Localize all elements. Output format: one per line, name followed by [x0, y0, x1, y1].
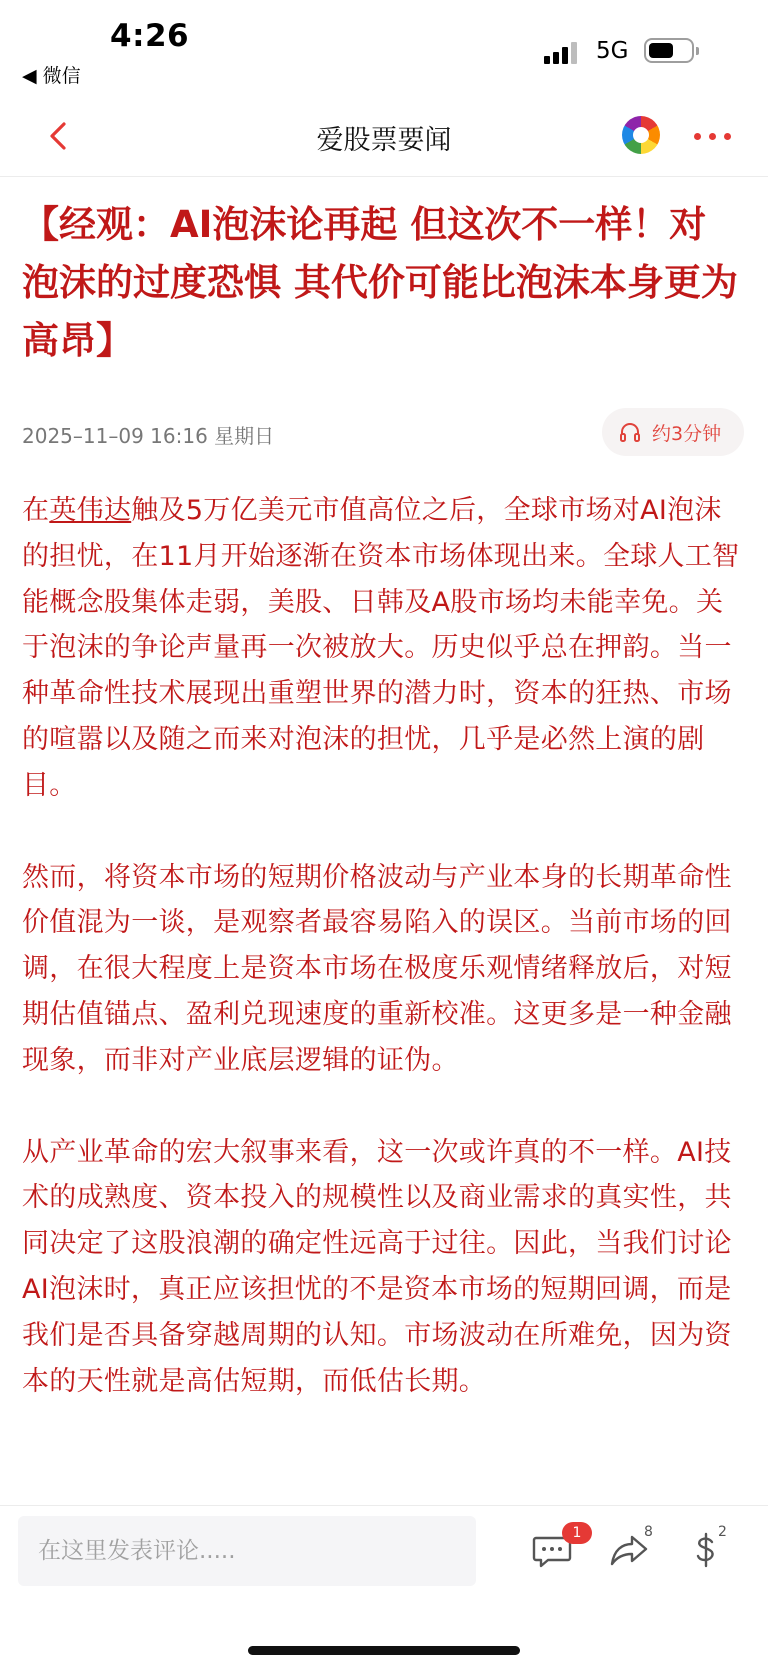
article-date: 2025–11–09 16:16 星期日	[22, 424, 275, 448]
network-type: 5G	[596, 38, 629, 64]
page-title: 爱股票要闻	[316, 125, 452, 156]
more-options-button[interactable]	[690, 122, 734, 152]
comment-input[interactable]	[18, 1516, 476, 1586]
stock-link-nvidia[interactable]: 英伟达	[49, 495, 132, 526]
share-count: 8	[644, 1524, 653, 1540]
listen-audio-button[interactable]	[602, 408, 744, 456]
nav-bar	[0, 100, 768, 177]
app-logo-icon[interactable]	[622, 116, 660, 154]
paragraph-1-prefix: 在	[22, 495, 50, 526]
bottom-action-bar	[0, 1505, 768, 1666]
tip-count: 2	[718, 1524, 727, 1540]
comment-count-badge: 1	[562, 1522, 592, 1544]
status-time: 4:26	[110, 18, 190, 54]
cellular-signal-icon	[544, 42, 584, 64]
paragraph-3: 从产业革命的宏大叙事来看，这一次或许真的不一样。AI技术的成熟度、资本投入的规模性以及商业需求的真实性，共同决定了这股浪潮的确定性远高于过往。因此，当我们讨论AI泡沫时，真正应该担忧的不是资本市场的短期回调，而是我们是否具备穿越周期的认知。市场波动在所难免，因为资本的天性就是高估短期，而低估长期。	[22, 1136, 732, 1397]
paragraph-1-text: 触及5万亿美元市值高位之后，全球市场对AI泡沫的担忧，在11月开始逐渐在资本市场体现出来。全球人工智能概念股集体走弱，美股、日韩及A股市场均未能幸免。关于泡沫的争论声量再一次被放大。历史似乎总在押韵。当一种革命性技术展现出重塑世界的潜力时，资本的狂热、市场的喧嚣以及随之而来对泡沫的担忧，几乎是必然上演的剧目。	[22, 495, 740, 801]
back-to-wechat-link[interactable]: ◀ 微信	[22, 65, 81, 87]
status-bar	[0, 0, 768, 92]
article-headline: 【经观：AI泡沫论再起 但这次不一样！对泡沫的过度恐惧 其代价可能比泡沫本身更为高昂】	[22, 203, 738, 362]
article-body	[22, 488, 746, 1450]
battery-icon	[644, 38, 694, 63]
listen-duration-label: 约3分钟	[652, 423, 722, 445]
home-indicator[interactable]	[248, 1646, 520, 1655]
paragraph-1	[22, 488, 746, 809]
paragraph-2: 然而，将资本市场的短期价格波动与产业本身的长期革命性价值混为一谈，是观察者最容易陷入的误区。当前市场的回调，在很大程度上是资本市场在极度乐观情绪释放后，对短期估值锚点、盈利兑现速度的重新校准。这更多是一种金融现象，而非对产业底层逻辑的证伪。	[22, 861, 732, 1076]
more-dots-icon	[694, 133, 701, 140]
headphones-icon	[618, 420, 642, 444]
